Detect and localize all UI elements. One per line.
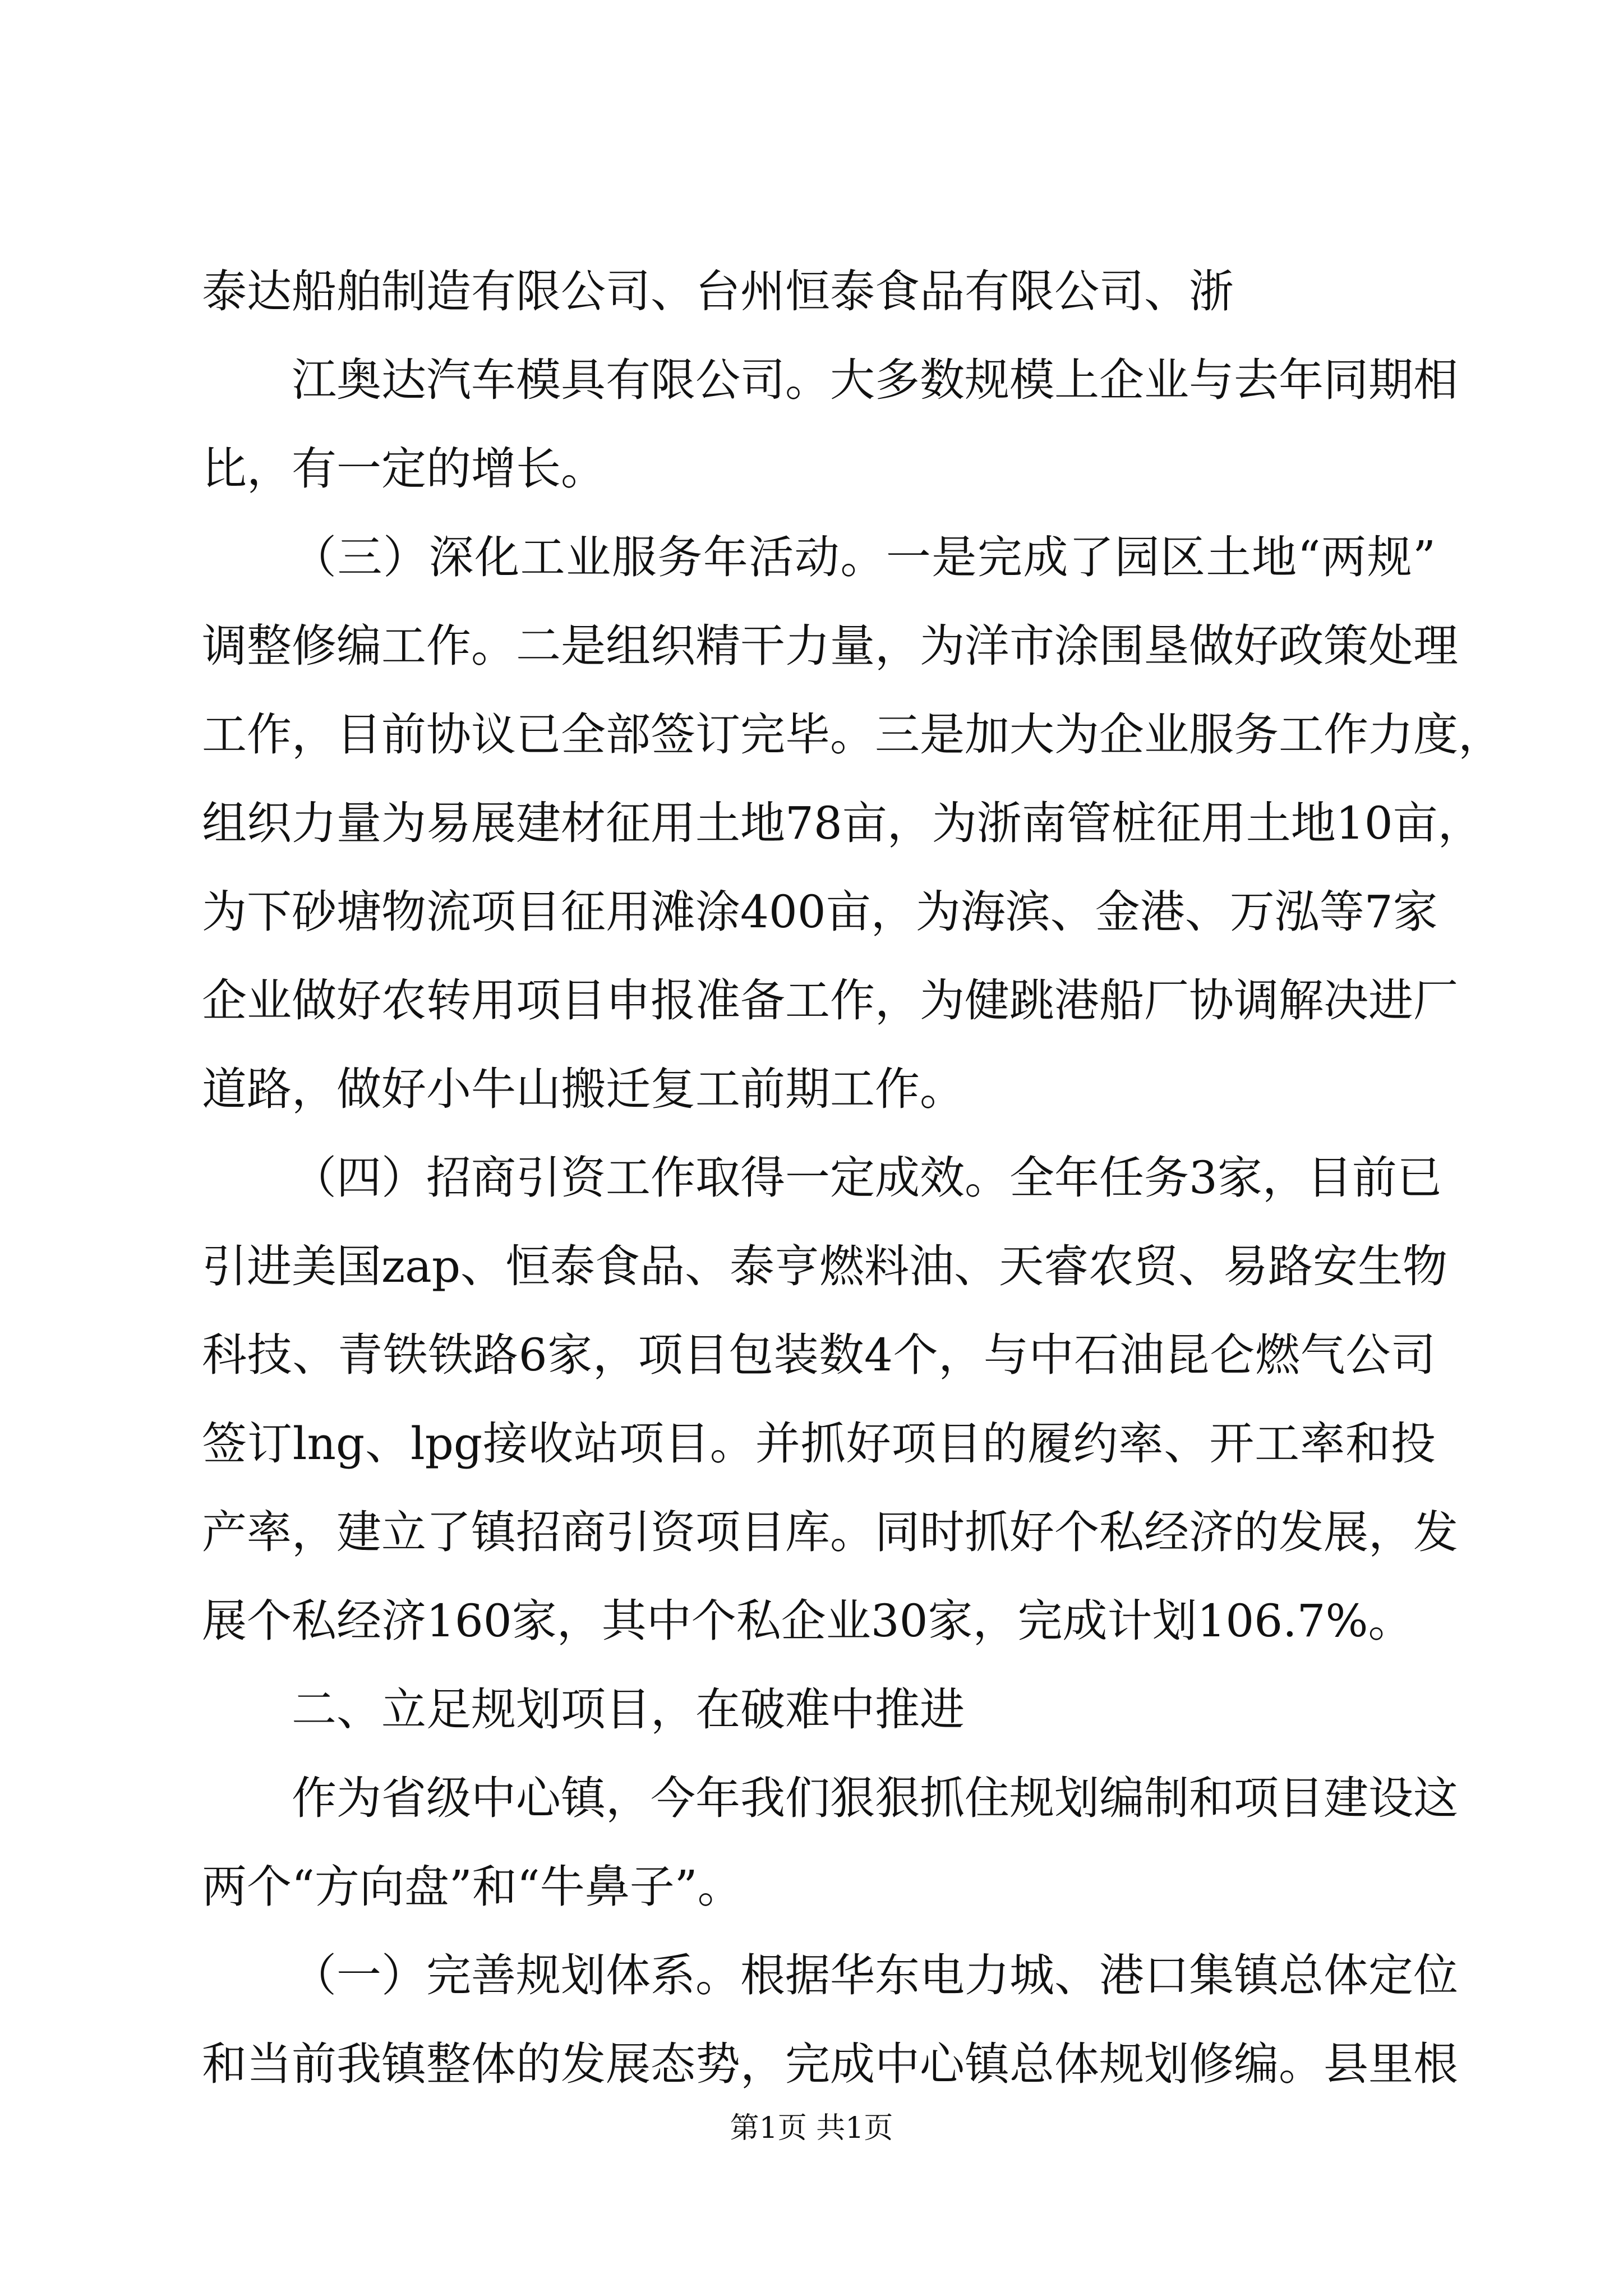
text-line: 工作，目前协议已全部签订完毕。三是加大为企业服务工作力度，	[202, 708, 1503, 761]
text-line: （四）招商引资工作取得一定成效。全年任务3家，目前已	[292, 1152, 1442, 1204]
text-line: 江奥达汽车模具有限公司。大多数规模上企业与去年同期相	[292, 354, 1458, 406]
text-line: 组织力量为易展建材征用土地78亩，为浙南管桩征用土地10亩，	[202, 797, 1483, 849]
text-line: 签订lng、lpg接收站项目。并抓好项目的履约率、开工率和投	[202, 1418, 1436, 1470]
text-line: 展个私经济160家，其中个私企业30家，完成计划106.7%。	[202, 1595, 1413, 1647]
text-line: 科技、青铁铁路6家，项目包装数4个，与中石油昆仑燃气公司	[202, 1329, 1436, 1381]
text-line: 二、立足规划项目，在破难中推进	[292, 1683, 965, 1736]
body-text	[202, 264, 1503, 2125]
text-line: 比，有一定的增长。	[202, 443, 606, 495]
text-line: （一）完善规划体系。根据华东电力城、港口集镇总体定位	[292, 1949, 1458, 2001]
text-line: 道路，做好小牛山搬迁复工前期工作。	[202, 1063, 965, 1115]
page-footer: 第1页 共1页	[730, 2111, 893, 2145]
text-line: 调整修编工作。二是组织精干力量，为洋市涂围垦做好政策处理	[202, 620, 1458, 672]
text-line: 引进美国zap、恒泰食品、泰亨燃料油、天睿农贸、易路安生物	[202, 1240, 1448, 1292]
text-line: 为下砂塘物流项目征用滩涂400亩，为海滨、金港、万泓等7家	[202, 886, 1438, 938]
text-line: 作为省级中心镇，今年我们狠狠抓住规划编制和项目建设这	[292, 1772, 1458, 1824]
text-line: 企业做好农转用项目申报准备工作，为健跳港船厂协调解决进厂	[202, 974, 1458, 1027]
text-line: 产率，建立了镇招商引资项目库。同时抓好个私经济的发展，发	[202, 1506, 1458, 1558]
text-line: 两个“方向盘”和“牛鼻子”。	[202, 1861, 743, 1913]
text-line: 和当前我镇整体的发展态势，完成中心镇总体规划修编。县里根	[202, 2038, 1458, 2090]
text-line: （三）深化工业服务年活动。一是完成了园区土地“两规”	[292, 531, 1436, 583]
text-line: 泰达船舶制造有限公司、台州恒泰食品有限公司、浙	[202, 265, 1234, 318]
